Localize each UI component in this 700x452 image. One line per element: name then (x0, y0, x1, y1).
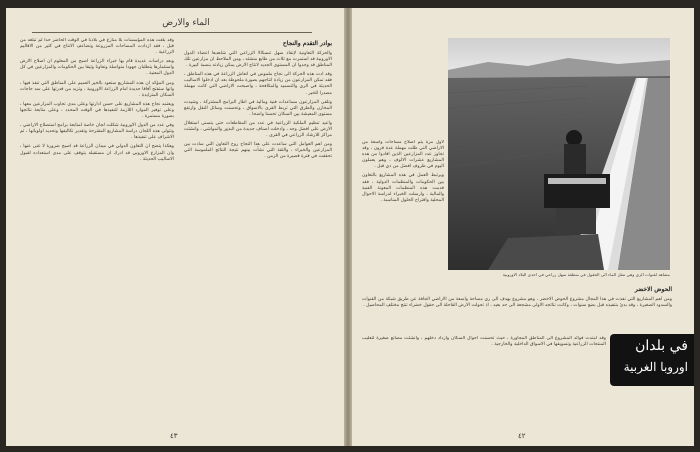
banner-title-line1: في بلدان (635, 338, 688, 354)
section-heading: بوادر التقدم والنجاح (282, 40, 332, 47)
header-divider (32, 32, 312, 33)
section-heading-green-basin: الحوض الاخضر (634, 286, 672, 293)
paragraph: وقد امتدت فوائد المشروع الى المناطق المجاورة ، حيث تحسنت احوال السكان وازداد دخلهم ، وانشئت مصانع صغيرة لتعليب المنتجات الزراعية وتسويقها في الاسواق الداخلية والخارجية . (362, 336, 606, 348)
article-title-banner (610, 334, 694, 386)
left-page (6, 8, 345, 446)
page-header-title: الماء والارض (162, 18, 210, 28)
paragraph: وتلقى المزارعون مساعدات فنية ومالية في اطار البرامج المشتركة ، وشيدت المخازن والطرق التي تربط القرى بالاسواق ، وتحسنت وسائل النقل وارتفع مستوى المعيشة بين السكان تحسنا واضحا . (184, 99, 332, 117)
paragraph: وبعد دراسات عديدة قام بها خبراء الزراعة اصبح من المعلوم ان اصلاح الارض واستثمارها يتطلبان جهودا متواصلة وتعاونا وثيقا بين الحكومات والمزارعين في كل الدول المعنية . (20, 59, 174, 77)
text-column-right (184, 38, 332, 426)
paragraph: ويعتمد نجاح هذه المشاريع على حسن ادارتها وعلى مدى تجاوب المزارعين معها ، وعلى توفير الموارد اللازمة لتنفيذها في الوقت المحدد ، وعلى متابعة نتائجها بصورة مستمرة . (20, 101, 174, 120)
paragraph: ومن اهم العوامل التي ساعدت على هذا النجاح روح التعاون التي سادت بين المزارعين والخبراء ، والثقة التي نشأت بينهم نتيجة النتائج الملموسة التي تحققت في فترة قصيرة من الزمن . (184, 142, 332, 160)
paragraph: ويرتبط العمل في هذه المشاريع بالتعاون بين الحكومات والمنظمات الدولية ، فقد قدمت هذه المنظمات المعونة الفنية والمالية ، وارسلت الخبراء لدراسة الاحوال المحلية واقتراح الحلول المناسبة . (362, 173, 444, 203)
paragraph: وقد ادت هذه الحركة الى نجاح ملموس في انعاش الزراعة في هذه المناطق ، فقد تمكن المزارعون من زيادة انتاجهم بصورة ملحوظة بعد ان ادخلوا الاساليب الحديثة في الري والتسميد والمكافحة ، واصبحت الاراضي التي كانت مهملة مصدرا للخير . (184, 72, 332, 96)
paragraph: ومن المؤكد ان هذه المشاريع ستعود بالخير العميم على المناطق التي تنفذ فيها ، وانها ستفتح آفاقا جديدة امام الزراعة الاوروبية ، وتزيد من قدرتها على سد حاجات السكان المتزايدة . (20, 80, 174, 98)
paragraph: وهكذا يتضح ان التعاون الدولي في ميدان الزراعة قد اصبح ضرورة لا غنى عنها ، وان المزارع الاوروبي قد ادرك ان مستقبله يتوقف على مدى استعداده لقبول الاساليب الحديثة . (20, 144, 174, 162)
irrigation-canal-image (448, 38, 670, 270)
book-gutter (344, 8, 352, 446)
section-column-bottom (362, 336, 606, 428)
paragraph: لأول مرة يتم اصلاح مساحات واسعة من الاراضي التي ظلت مهملة عدة قرون ، وقد تجاوز عدد المزارعين الذين افادوا من هذه المشاريع عشرات الالوف ، وهم يعملون اليوم في ظروف افضل من ذي قبل . (362, 140, 444, 170)
paragraph: وقد بلغت هذه المؤسسات بلا منازع في بلادنا في الوقت الحاضر حدا لم تبلغه من قبل ، فقد ازدادت المساحات المزروعة وتضاعف الانتاج في كثير من الاقاليم الزراعية . (20, 38, 174, 56)
page-number-right: ٤٢ (518, 432, 526, 440)
irrigation-photo (448, 38, 670, 270)
paragraph: وفي عدد من الدول الاوروبية شكلت لجان خاصة لمتابعة برامج استصلاح الاراضي ، وتتولى هذه اللجان دراسة المشاريع المقترحة وتقدير تكاليفها وتحديد اولوياتها ، ثم الاشراف على تنفيذها . (20, 123, 174, 141)
right-page (352, 8, 694, 446)
photo-caption: مشاهد لقنوات الري وهي تنقل الماء الى الحقول في منطقة سهل زراعي في احدى البلاد الاوروبية (502, 272, 670, 277)
section-column-top (362, 284, 672, 332)
paragraph: ومن اهم المشاريع التي نفذت في هذا المجال مشروع الحوض الاخضر ، وهو مشروع يهدف الى ري مساحة واسعة من الاراضي الجافة عن طريق شبكة من القنوات والسدود الصغيرة ، وقد بدئ بتنفيذه قبل بضع سنوات ، وكانت نتائجه الاولى مشجعة الى حد بعيد ، اذ تحولت الارض القاحلة الى حقول خضراء تنتج مختلف المحاصيل . (362, 297, 672, 309)
text-column-left (20, 38, 174, 426)
intro-column (362, 140, 444, 260)
banner-title-line2: اوروبا الغربية (623, 360, 688, 374)
page-number-left: ٤٣ (170, 432, 178, 440)
paragraph: والحركة التعاونية لإنقاذ سهل تنسكالا الزراعي التي شاهدها اعضاء الدول الاوروبية قد استمرت مع ثلاث من طابع منشئه ، ومن الملاحظ ان مزارعين تلك المناطق قد وجدوا ان المستوى الجديد لانتاج الارض يمكن زيادته بنسبة كبيرة . (184, 51, 332, 69)
book-spread (6, 8, 694, 446)
paragraph: واعيد تنظيم الملكية الزراعية في عدد من المقاطعات حتى يتسنى استغلال الارض على افضل وجه ، وادخلت اصناف جديدة من البذور والمواشي ، وانشئت مراكز للارشاد الزراعي في القرى . (184, 120, 332, 139)
